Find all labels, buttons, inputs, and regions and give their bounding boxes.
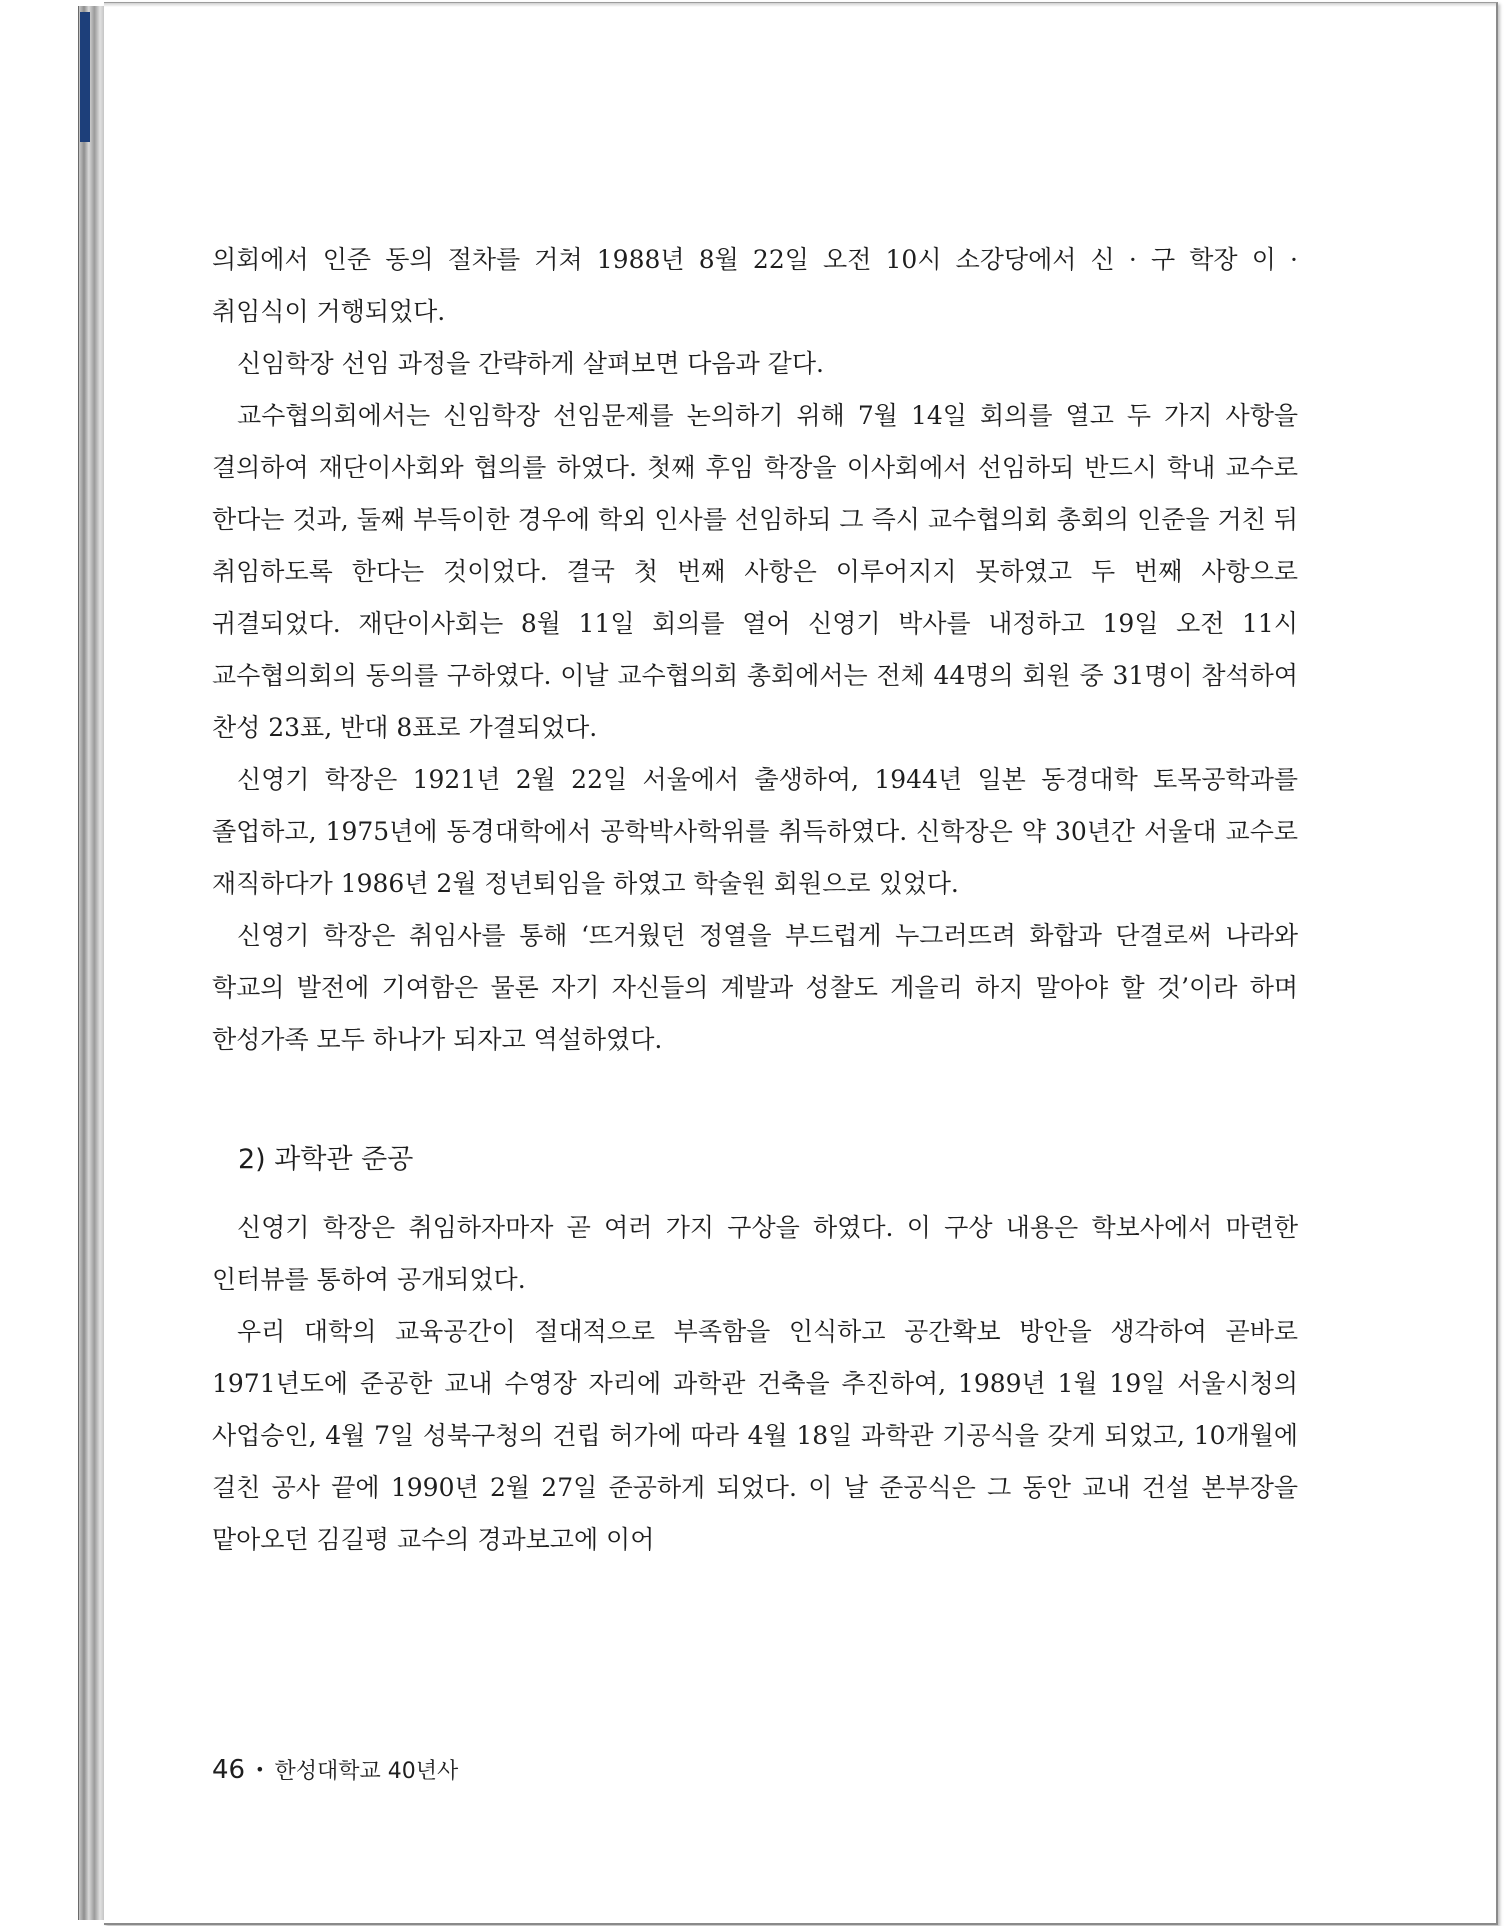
paragraph-continuation: 의회에서 인준 동의 절차를 거쳐 1988년 8월 22일 오전 10시 소강당에서 신 · 구 학장 이 · 취임식이 거행되었다. bbox=[212, 245, 1298, 326]
footer-bullet: • bbox=[255, 1760, 265, 1779]
spine-color-mark bbox=[80, 12, 90, 142]
paragraph-inaugural-address: 신영기 학장은 취임사를 통해 ‘뜨거웠던 정열을 부드럽게 누그러뜨려 화합과 단결로써 나라와 학교의 발전에 기여함은 물론 자기 자신들의 계발과 성찰도 게을리 하지 말아야 할 것’이라 하며 한성가족 모두 하나가 되자고 역설하였다. bbox=[212, 921, 1298, 1054]
paragraph-president-biography: 신영기 학장은 1921년 2월 22일 서울에서 출생하여, 1944년 일본 동경대학 토목공학과를 졸업하고, 1975년에 동경대학에서 공학박사학위를 취득하였다. 신학장은 약 30년간 서울대 교수로 재직하다가 1986년 2월 정년퇴임을 하였고 학술원 회원으로 있었다. bbox=[212, 765, 1298, 898]
paragraph-plans: 신영기 학장은 취임하자마자 곧 여러 가지 구상을 하였다. 이 구상 내용은 학보사에서 마련한 인터뷰를 통하여 공개되었다. bbox=[212, 1213, 1298, 1294]
page-footer bbox=[212, 1754, 458, 1785]
page-number: 46 bbox=[212, 1755, 246, 1785]
paragraph-selection-intro: 신임학장 선임 과정을 간략하게 살펴보면 다음과 같다. bbox=[237, 349, 824, 378]
paragraph-science-hall: 우리 대학의 교육공간이 절대적으로 부족함을 인식하고 공간확보 방안을 생각하여 곧바로 1971년도에 준공한 교내 수영장 자리에 과학관 건축을 추진하여, 1989년 1월 19일 서울시청의 사업승인, 4월 7일 성북구청의 건립 허가에 따라 4월 18일 과학관 기공식을 갖게 되었고, 10개월에 걸친 공사 끝에 1990년 2월 27일 준공하게 되었다. 이 날 준공식은 그 동안 교내 건설 본부장을 맡아오던 김길평 교수의 경과보고에 이어 bbox=[212, 1317, 1298, 1554]
section-heading: 2) 과학관 준공 bbox=[238, 1144, 414, 1175]
page-edge-stack bbox=[78, 6, 107, 1920]
paragraph-selection-process: 교수협의회에서는 신임학장 선임문제를 논의하기 위해 7월 14일 회의를 열고 두 가지 사항을 결의하여 재단이사회와 협의를 하였다. 첫째 후임 학장을 이사회에서 선임하되 반드시 학내 교수로 한다는 것과, 둘째 부득이한 경우에 학외 인사를 선임하되 그 즉시 교수협의회 총회의 인준을 거친 뒤 취임하도록 한다는 것이었다. 결국 첫 번째 사항은 이루어지지 못하였고 두 번째 사항으로 귀결되었다. 재단이사회는 8월 11일 회의를 열어 신영기 박사를 내정하고 19일 오전 11시 교수협의회의 동의를 구하였다. 이날 교수협의회 총회에서는 전체 44명의 회원 중 31명이 참석하여 찬성 23표, 반대 8표로 가결되었다. bbox=[212, 401, 1298, 742]
book-title: 한성대학교 40년사 bbox=[274, 1759, 459, 1784]
page-body bbox=[212, 234, 1298, 1566]
page-top-fold bbox=[104, 3, 1496, 7]
